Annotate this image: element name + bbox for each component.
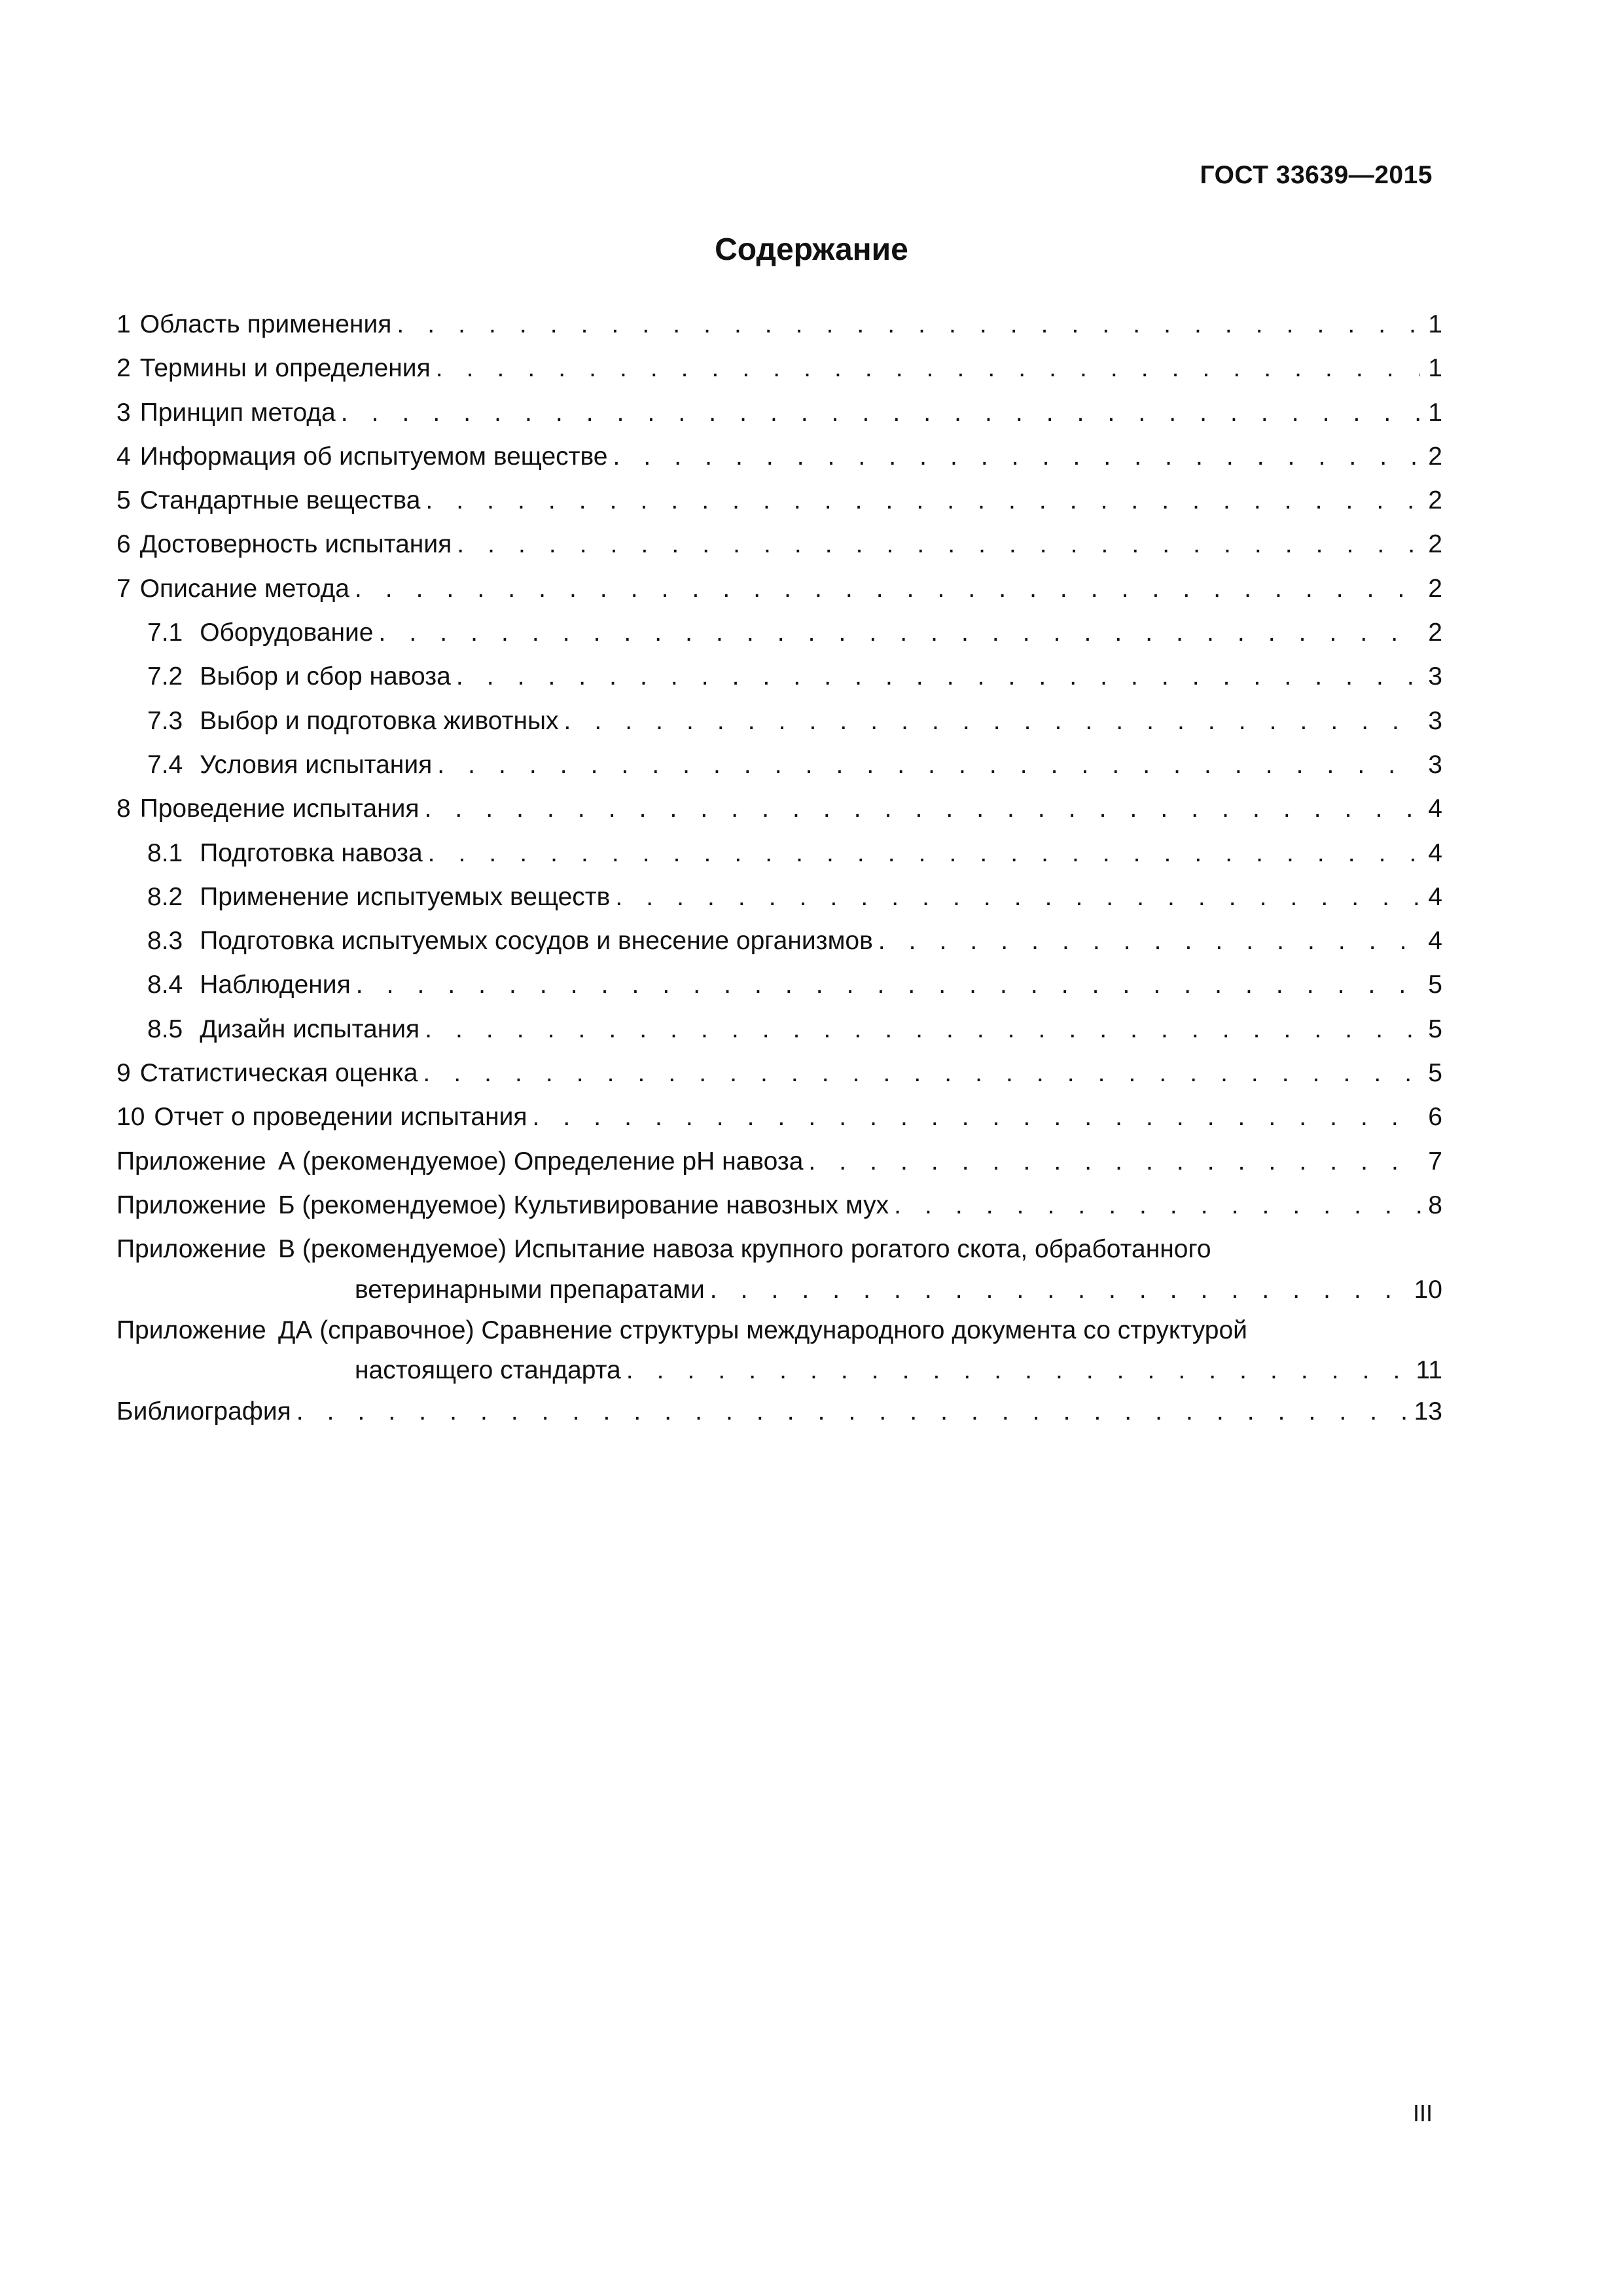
toc-entry-title: Выбор и сбор навоза: [200, 662, 451, 691]
appendix-page: 8: [1428, 1191, 1442, 1219]
dot-leader: [423, 1051, 1420, 1095]
toc-entry-page: 5: [1428, 1014, 1442, 1043]
toc-entry-number: 8.1: [147, 838, 183, 867]
toc-entry-page: 5: [1428, 971, 1442, 999]
appendix-title: А (рекомендуемое) Определение pH навоза: [278, 1147, 804, 1175]
toc-entry[interactable]: [116, 435, 1442, 478]
toc-subentry[interactable]: [116, 875, 1442, 919]
appendix-title: Б (рекомендуемое) Культивирование навозных мух: [278, 1191, 889, 1219]
toc-entry-title: Термины и определения: [139, 354, 431, 383]
toc-entry[interactable]: [116, 346, 1442, 390]
dot-leader: [296, 1389, 1409, 1435]
dot-leader: [425, 787, 1420, 831]
toc-entry-title: Наблюдения: [200, 971, 351, 999]
toc-entry-title: Описание метода: [139, 574, 349, 603]
toc-entry-title: Принцип метода: [139, 398, 336, 427]
toc-entry-page: 2: [1428, 442, 1442, 471]
dot-leader: [456, 655, 1420, 698]
dot-leader: [710, 1272, 1409, 1308]
toc-entry-title: Проведение испытания: [139, 795, 419, 823]
table-of-contents: [116, 302, 1442, 1435]
toc-entry-page: 3: [1428, 662, 1442, 691]
toc-appendix-entry[interactable]: [116, 1183, 1442, 1227]
dot-leader: [428, 831, 1420, 875]
appendix-label: Приложение: [116, 1191, 266, 1219]
toc-entry-title: Подготовка испытуемых сосудов и внесение организмов: [200, 927, 873, 956]
toc-entry-title: Стандартные вещества: [139, 486, 421, 515]
toc-appendix-entry[interactable]: [116, 1139, 1442, 1183]
dot-leader: [397, 302, 1420, 346]
toc-subentry[interactable]: [116, 919, 1442, 963]
toc-entry-page: 3: [1428, 706, 1442, 735]
toc-entry-number: 8.2: [147, 882, 183, 911]
toc-entry-page: 4: [1428, 882, 1442, 911]
toc-entry[interactable]: [116, 1095, 1442, 1139]
toc-entry-title: Достоверность испытания: [139, 530, 452, 559]
toc-appendix-entry[interactable]: [116, 1227, 1442, 1271]
toc-entry-title: Оборудование: [200, 619, 374, 647]
toc-entry-number: 6: [116, 530, 131, 559]
toc-entry-number: 7.2: [147, 662, 183, 691]
toc-entry[interactable]: [116, 478, 1442, 522]
dot-leader: [457, 522, 1420, 566]
toc-appendix-continuation[interactable]: [116, 1272, 1442, 1308]
toc-entry[interactable]: [116, 302, 1442, 346]
toc-entry-number: 7.3: [147, 706, 183, 735]
toc-appendix-entry[interactable]: [116, 1308, 1442, 1352]
toc-entry-title: Область применения: [139, 310, 392, 338]
appendix-label: Приложение: [116, 1147, 266, 1175]
dot-leader: [355, 567, 1420, 611]
dot-leader: [378, 611, 1420, 655]
dot-leader: [564, 699, 1420, 743]
appendix-page: 10: [1414, 1275, 1442, 1304]
toc-entry-title: Применение испытуемых веществ: [200, 882, 611, 911]
toc-entry[interactable]: [116, 1051, 1442, 1095]
bibliography-title: Библиография: [116, 1397, 291, 1426]
dot-leader: [436, 346, 1420, 390]
toc-subentry[interactable]: [116, 699, 1442, 743]
toc-entry-page: 4: [1428, 795, 1442, 823]
toc-entry-number: 8.3: [147, 927, 183, 956]
toc-entry-number: 9: [116, 1059, 131, 1088]
toc-entry-number: 10: [116, 1103, 145, 1132]
toc-subentry[interactable]: [116, 1007, 1442, 1051]
toc-title: Содержание: [715, 232, 908, 267]
toc-entry-number: 2: [116, 354, 131, 383]
dot-leader: [356, 963, 1420, 1007]
toc-entry[interactable]: [116, 567, 1442, 611]
appendix-page: 11: [1416, 1355, 1442, 1384]
toc-entry-title: Информация об испытуемом веществе: [139, 442, 608, 471]
toc-entry-page: 5: [1428, 1059, 1442, 1088]
toc-subentry[interactable]: [116, 831, 1442, 875]
toc-entry-number: 7.1: [147, 619, 183, 647]
toc-entry-page: 4: [1428, 927, 1442, 956]
page-number: III: [1412, 2100, 1433, 2126]
dot-leader: [533, 1095, 1420, 1139]
toc-entry[interactable]: [116, 522, 1442, 566]
dot-leader: [894, 1183, 1423, 1227]
toc-entry-page: 1: [1428, 310, 1442, 338]
appendix-title-line-1: В (рекомендуемое) Испытание навоза крупного рогатого скота, обработанного: [278, 1235, 1211, 1264]
dot-leader: [878, 919, 1420, 963]
toc-entry-title: Выбор и подготовка животных: [200, 706, 559, 735]
toc-subentry[interactable]: [116, 611, 1442, 655]
toc-entry-number: 5: [116, 486, 131, 515]
toc-entry[interactable]: [116, 391, 1442, 435]
appendix-page: 7: [1428, 1147, 1442, 1175]
toc-entry-title: Отчет о проведении испытания: [154, 1103, 527, 1132]
toc-subentry[interactable]: [116, 655, 1442, 698]
document-code: ГОСТ 33639—2015: [1200, 161, 1433, 189]
appendix-title-line-2: ветеринарными препаратами: [355, 1275, 705, 1304]
toc-entry-number: 8: [116, 795, 131, 823]
toc-entry-title: Дизайн испытания: [200, 1014, 420, 1043]
toc-bibliography-entry[interactable]: [116, 1389, 1442, 1435]
toc-entry-page: 1: [1428, 354, 1442, 383]
appendix-label: Приложение: [116, 1316, 266, 1344]
bibliography-page: 13: [1414, 1397, 1442, 1426]
toc-entry-number: 7.4: [147, 750, 183, 779]
dot-leader: [626, 1352, 1411, 1389]
dot-leader: [437, 743, 1420, 787]
toc-entry-page: 6: [1428, 1103, 1442, 1132]
toc-entry-number: 3: [116, 398, 131, 427]
toc-entry-number: 8.4: [147, 971, 183, 999]
toc-entry-page: 4: [1428, 838, 1442, 867]
appendix-title-line-2: настоящего стандарта: [355, 1355, 621, 1384]
toc-entry[interactable]: [116, 787, 1442, 831]
toc-entry-number: 1: [116, 310, 131, 338]
toc-entry-title: Условия испытания: [200, 750, 433, 779]
toc-subentry[interactable]: [116, 963, 1442, 1007]
toc-entry-title: Статистическая оценка: [139, 1059, 418, 1088]
toc-entry-page: 2: [1428, 619, 1442, 647]
appendix-title-line-1: ДА (справочное) Сравнение структуры международного документа со структурой: [278, 1316, 1247, 1344]
toc-entry-page: 2: [1428, 530, 1442, 559]
dot-leader: [613, 435, 1420, 478]
toc-appendix-continuation[interactable]: [116, 1352, 1442, 1389]
dot-leader: [425, 1007, 1420, 1051]
dot-leader: [425, 478, 1420, 522]
toc-subentry[interactable]: [116, 743, 1442, 787]
dot-leader: [615, 875, 1420, 919]
toc-entry-number: 8.5: [147, 1014, 183, 1043]
dot-leader: [808, 1139, 1423, 1183]
toc-entry-number: 4: [116, 442, 131, 471]
dot-leader: [341, 391, 1420, 435]
toc-entry-page: 1: [1428, 398, 1442, 427]
toc-entry-number: 7: [116, 574, 131, 603]
appendix-label: Приложение: [116, 1235, 266, 1264]
toc-entry-page: 2: [1428, 486, 1442, 515]
toc-entry-title: Подготовка навоза: [200, 838, 423, 867]
toc-entry-page: 2: [1428, 574, 1442, 603]
toc-entry-page: 3: [1428, 750, 1442, 779]
